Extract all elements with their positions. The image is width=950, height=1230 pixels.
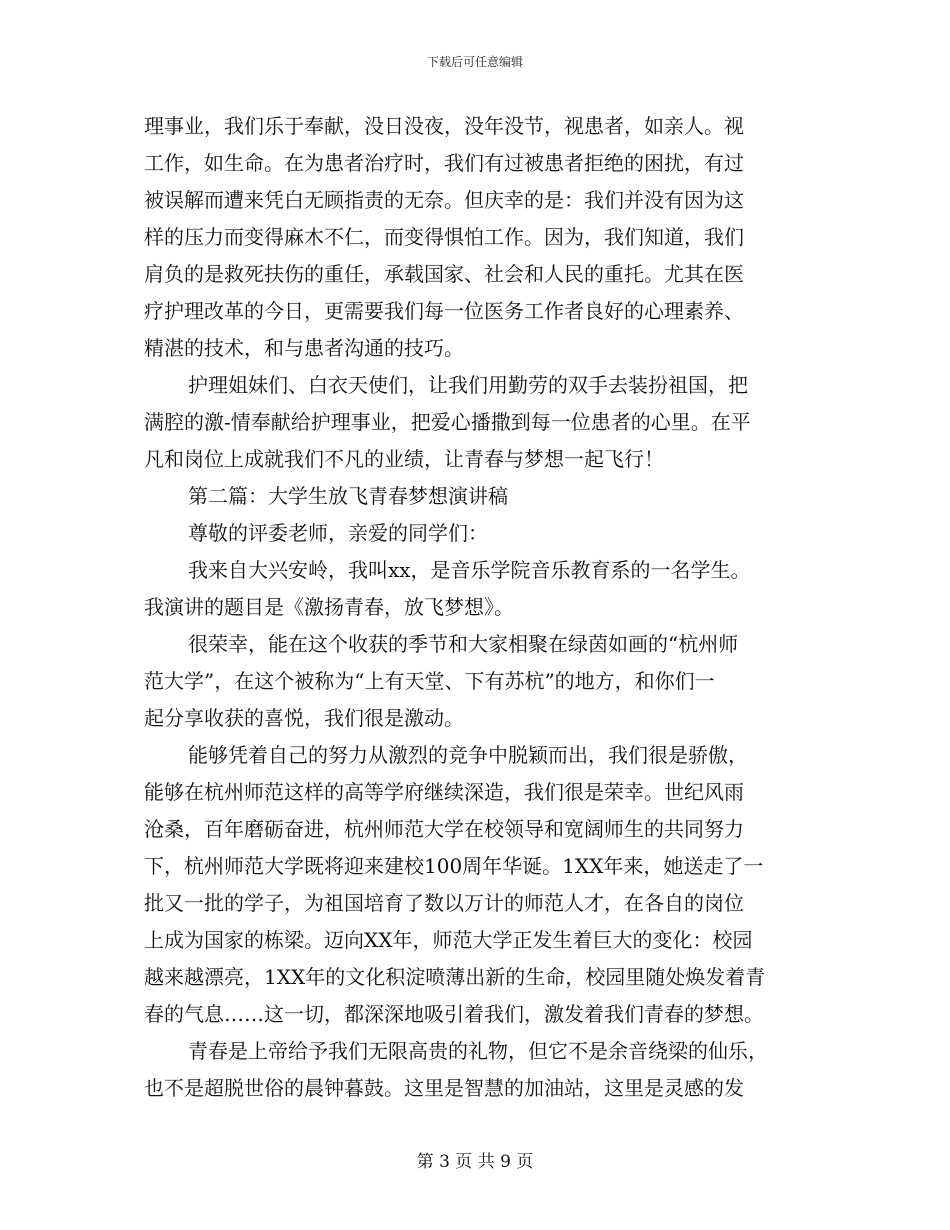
text-line: 肩负的是救死扶伤的重任，承载国家、社会和人民的重托。尤其在医 (144, 262, 744, 286)
text-line: 能够在杭州师范这样的高等学府继续深造，我们很是荣幸。世纪风雨 (144, 780, 744, 804)
page-header (0, 54, 950, 70)
text-line: 我来自大兴安岭，我叫xx，是音乐学院音乐教育系的一名学生。 (188, 558, 751, 582)
text-line: 工作，如生命。在为患者治疗时，我们有过被患者拒绝的困扰，有过 (144, 151, 744, 175)
text-line: 批又一批的学子，为祖国培育了数以万计的师范人才，在各自的岗位 (144, 891, 744, 915)
salutation: 尊敬的评委老师，亲爱的同学们： (188, 521, 488, 545)
text-line: 护理姐妹们、白衣天使们，让我们用勤劳的双手去装扮祖国，把 (188, 373, 748, 397)
document-body (144, 108, 808, 1107)
text-line: 很荣幸，能在这个收获的季节和大家相聚在绿茵如画的“杭州师 (188, 632, 739, 656)
text-line: 春的气息……这一切，都深深地吸引着我们，激发着我们青春的梦想。 (144, 1002, 764, 1026)
page-number: 第 3 页 共 9 页 (416, 1152, 534, 1172)
text-line: 起分享收获的喜悦，我们很是激动。 (144, 706, 464, 730)
text-line: 下，杭州师范大学既将迎来建校100周年华诞。1XX年来，她送走了一 (144, 854, 764, 878)
section-heading: 第二篇：大学生放飞青春梦想演讲稿 (188, 484, 508, 508)
text-line: 理事业，我们乐于奉献，没日没夜，没年没节，视患者，如亲人。视 (144, 114, 744, 138)
text-line: 上成为国家的栋梁。迈向XX年，师范大学正发生着巨大的变化：校园 (144, 928, 753, 952)
text-line: 满腔的激-情奉献给护理事业，把爱心播撒到每一位患者的心里。在平 (144, 410, 751, 434)
text-line: 我演讲的题目是《激扬青春，放飞梦想》。 (144, 595, 514, 619)
text-line: 精湛的技术，和与患者沟通的技巧。 (144, 336, 464, 360)
text-line: 被误解而遭来凭白无顾指责的无奈。但庆幸的是：我们并没有因为这 (144, 188, 744, 212)
text-line: 疗护理改革的今日，更需要我们每一位医务工作者良好的心理素养、 (144, 299, 744, 323)
header-note: 下载后可任意编辑 (426, 55, 523, 69)
text-line: 越来越漂亮，1XX年的文化积淀喷薄出新的生命，校园里随处焕发着青 (144, 965, 766, 989)
text-line: 青春是上帝给予我们无限高贵的礼物，但它不是余音绕梁的仙乐， (188, 1039, 768, 1063)
text-line: 凡和岗位上成就我们不凡的业绩，让青春与梦想一起飞行！ (144, 447, 664, 471)
text-line: 也不是超脱世俗的晨钟暮鼓。这里是智慧的加油站，这里是灵感的发 (144, 1076, 744, 1100)
page-footer (0, 1150, 950, 1174)
text-line: 范大学”，在这个被称为“上有天堂、下有苏杭”的地方，和你们一 (144, 669, 715, 693)
text-line: 能够凭着自己的努力从激烈的竞争中脱颖而出，我们很是骄傲， (188, 743, 748, 767)
text-line: 样的压力而变得麻木不仁，而变得惧怕工作。因为，我们知道，我们 (144, 225, 744, 249)
text-line: 沧桑，百年磨砺奋进，杭州师范大学在校领导和宽阔师生的共同努力 (144, 817, 744, 841)
